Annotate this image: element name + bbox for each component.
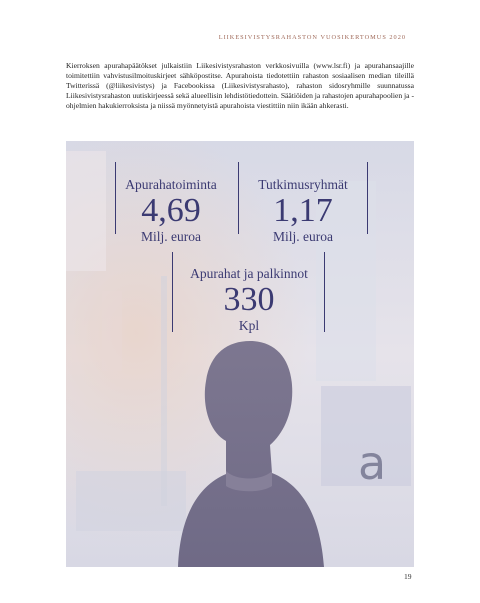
stat-divider-right-1 <box>367 162 368 234</box>
stat-tutkimusryhmat <box>248 177 358 245</box>
stat-unit: Milj. euroa <box>141 229 201 244</box>
stat-apurahatoiminta <box>118 177 224 245</box>
stat-divider-middle-1 <box>238 162 239 234</box>
stat-label: Apurahatoiminta <box>125 177 217 192</box>
stat-value: 330 <box>223 281 275 318</box>
stat-unit: Kpl <box>238 318 260 333</box>
stat-apurahat-ja-palkinnot <box>178 266 320 334</box>
stat-divider-middle-2 <box>172 252 173 332</box>
stat-label: Apurahat ja palkinnot <box>190 266 308 281</box>
stat-divider-left <box>115 162 116 234</box>
stat-value: 1,17 <box>273 192 333 229</box>
stat-unit: Milj. euroa <box>273 229 333 244</box>
page-number: 19 <box>404 572 412 581</box>
running-header: LIIKESIVISTYSRAHASTON VUOSIKERTOMUS 2020 <box>218 34 406 41</box>
stat-divider-right-2 <box>324 252 325 332</box>
stat-value: 4,69 <box>141 192 201 229</box>
svg-text:a: a <box>358 436 387 490</box>
intro-paragraph: Kierroksen apurahapäätökset julkaistiin Liikesivistysrahaston verkkosivuilla (www.lsr.fi) ja apurahansaajille toimitettiin vahvistusilmoituskirjeet sähköpostitse. Apurahoista tiedotettiin rahaston sosiaalisen median tileillä Twitterissä (@liikesivistys) ja Facebookissa (Liikesivistysrahasto), rahaston sidosryhmille suunnatussa Liikesivistysrahaston uutiskirjeessä sekä alueellisin lehdistötiedottein. Säätiöiden ja rahastojen apurahapoolien ja -ohjelmien hakukierroksista ja niissä myönnetyistä apurahoista viestittiin niin ikään ahkerasti. <box>66 61 414 110</box>
stat-label: Tutkimusryhmät <box>258 177 348 192</box>
